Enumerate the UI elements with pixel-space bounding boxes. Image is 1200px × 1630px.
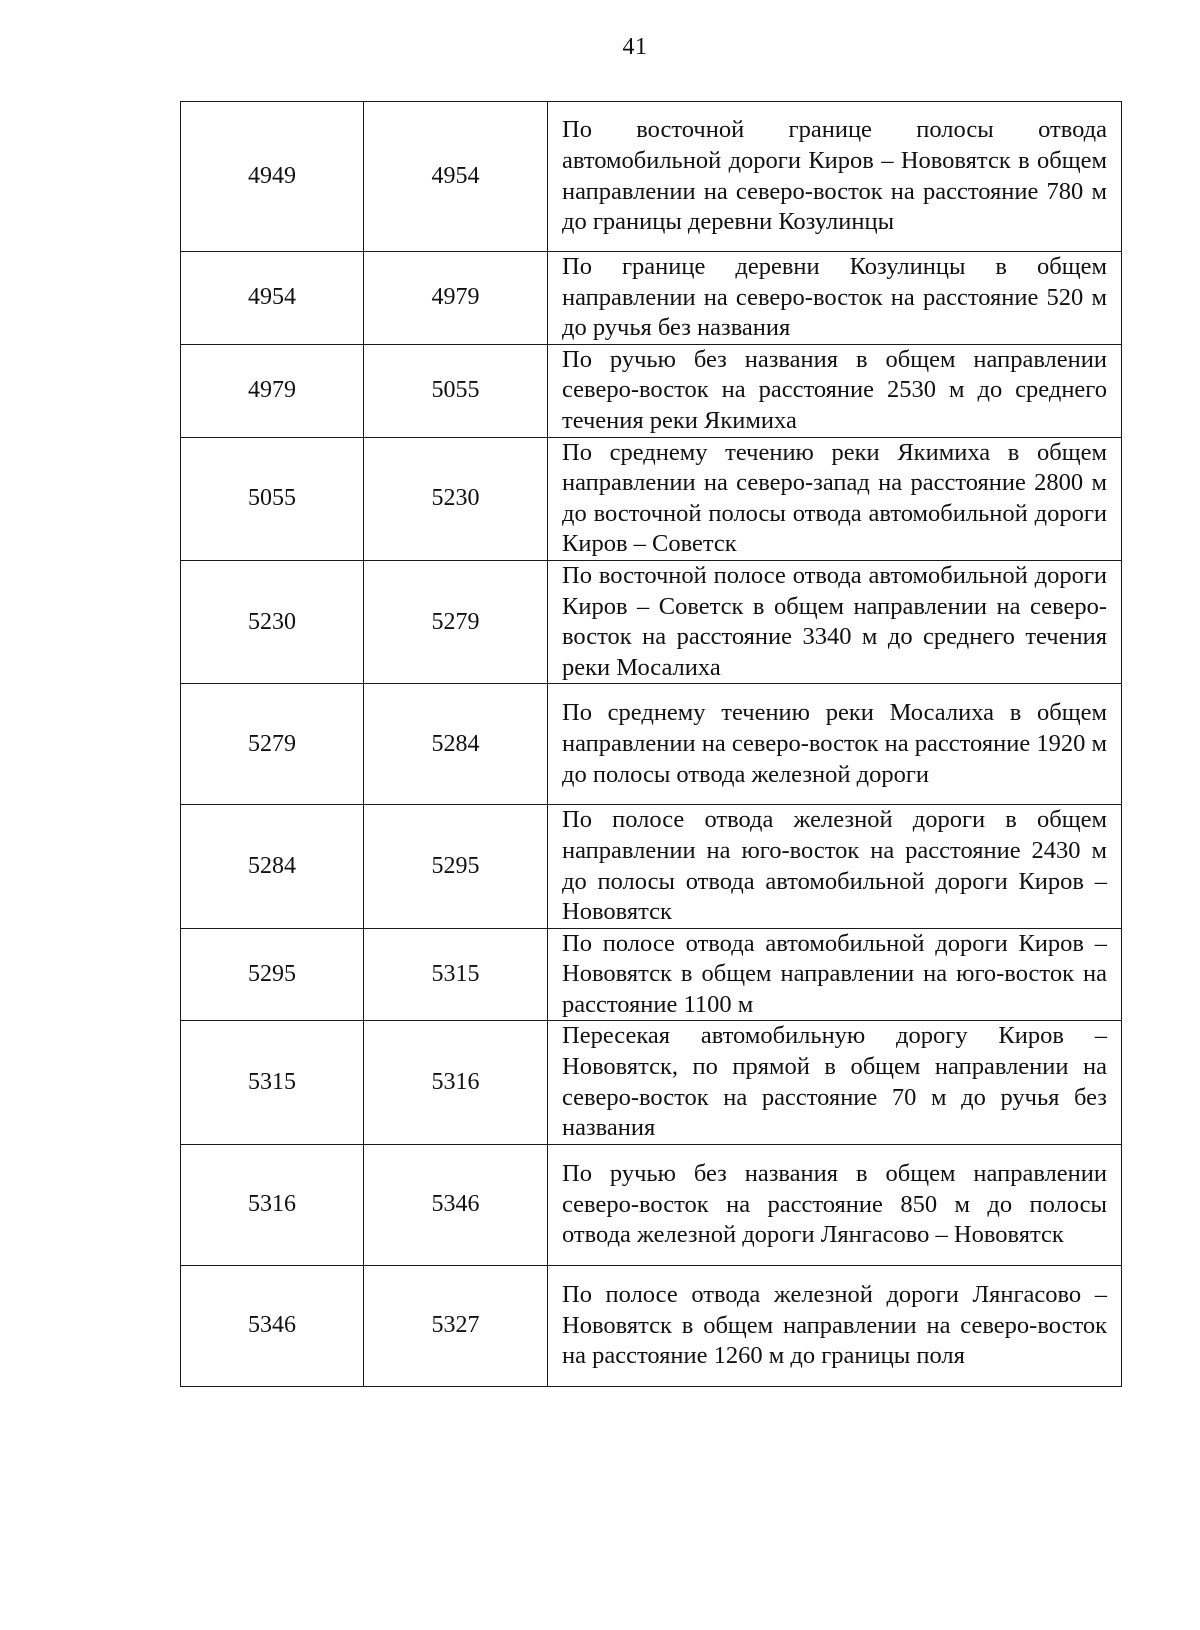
boundary-description-text: По восточной полосе отвода автомобильной дороги Киров – Советск в общем направлении на северо-восток на расстояние 3340 м до среднего течения реки Мосалиха <box>562 561 1107 681</box>
table-row <box>181 437 1122 560</box>
point-to-cell: 5316 <box>364 1021 548 1144</box>
boundary-description-table <box>180 101 1122 1387</box>
boundary-description-cell <box>548 252 1122 345</box>
point-to-cell: 5230 <box>364 437 548 560</box>
point-from-cell: 4979 <box>181 344 364 437</box>
point-to-cell: 5279 <box>364 560 548 683</box>
boundary-description-text: Пересекая автомобильную дорогу Киров – Нововятск, по прямой в общем направлении на северо-восток на расстояние 70 м до ручья без названия <box>562 1022 1107 1142</box>
boundary-description-text: По полосе отвода автомобильной дороги Киров – Нововятск в общем направлении на юго-восток на расстояние 1100 м <box>562 929 1107 1018</box>
table-row <box>181 252 1122 345</box>
boundary-description-cell <box>548 560 1122 683</box>
table-row <box>181 805 1122 928</box>
table-row <box>181 560 1122 683</box>
boundary-description-text: По границе деревни Козулинцы в общем направлении на северо-восток на расстояние 520 м до ручья без названия <box>562 253 1107 342</box>
point-to-cell: 4979 <box>364 252 548 345</box>
table-row <box>181 102 1122 252</box>
boundary-description-text: По полосе отвода железной дороги в общем направлении на юго-восток на расстояние 2430 м до полосы отвода автомобильной дороги Киров – Нововятск <box>562 806 1107 926</box>
boundary-description-cell <box>548 1265 1122 1386</box>
point-from-cell: 5316 <box>181 1144 364 1265</box>
point-from-cell: 4949 <box>181 102 364 252</box>
boundary-description-cell <box>548 805 1122 928</box>
point-to-cell: 5295 <box>364 805 548 928</box>
page-number: 41 <box>622 34 648 60</box>
point-to-cell: 5327 <box>364 1265 548 1386</box>
point-from-cell: 5279 <box>181 684 364 805</box>
table-row <box>181 344 1122 437</box>
point-from-cell: 5315 <box>181 1021 364 1144</box>
boundary-description-cell <box>548 1144 1122 1265</box>
boundary-description-text: По среднему течению реки Якимиха в общем направлении на северо-запад на расстояние 2800 м до восточной полосы отвода автомобильной дороги Киров – Советск <box>562 438 1107 558</box>
point-from-cell: 5055 <box>181 437 364 560</box>
boundary-description-text: По полосе отвода железной дороги Лянгасово – Нововятск в общем направлении на северо-восток на расстояние 1260 м до границы поля <box>562 1280 1107 1370</box>
point-to-cell: 5315 <box>364 928 548 1021</box>
table-row <box>181 1265 1122 1386</box>
boundary-description-text: По среднему течению реки Мосалиха в общем направлении на северо-восток на расстояние 1920 м до полосы отвода железной дороги <box>562 699 1107 788</box>
table-row <box>181 1144 1122 1265</box>
boundary-description-cell <box>548 344 1122 437</box>
table-row <box>181 1021 1122 1144</box>
boundary-description-cell <box>548 102 1122 252</box>
point-to-cell: 5346 <box>364 1144 548 1265</box>
boundary-description-cell <box>548 684 1122 805</box>
point-from-cell: 5230 <box>181 560 364 683</box>
boundary-description-cell <box>548 1021 1122 1144</box>
point-from-cell: 5295 <box>181 928 364 1021</box>
point-to-cell: 5055 <box>364 344 548 437</box>
table-row <box>181 684 1122 805</box>
boundary-description-text: По ручью без названия в общем направлении северо-восток на расстояние 850 м до полосы отвода железной дороги Лянгасово – Нововятск <box>562 1159 1107 1249</box>
point-from-cell: 4954 <box>181 252 364 345</box>
boundary-description-cell <box>548 437 1122 560</box>
boundary-description-text: По ручью без названия в общем направлении северо-восток на расстояние 2530 м до среднего течения реки Якимиха <box>562 345 1107 434</box>
boundary-description-text: По восточной границе полосы отвода автомобильной дороги Киров – Нововятск в общем направлении на северо-восток на расстояние 780 м до границы деревни Козулинцы <box>562 116 1107 236</box>
table-row <box>181 928 1122 1021</box>
point-from-cell: 5284 <box>181 805 364 928</box>
point-to-cell: 4954 <box>364 102 548 252</box>
point-to-cell: 5284 <box>364 684 548 805</box>
boundary-description-cell <box>548 928 1122 1021</box>
point-from-cell: 5346 <box>181 1265 364 1386</box>
